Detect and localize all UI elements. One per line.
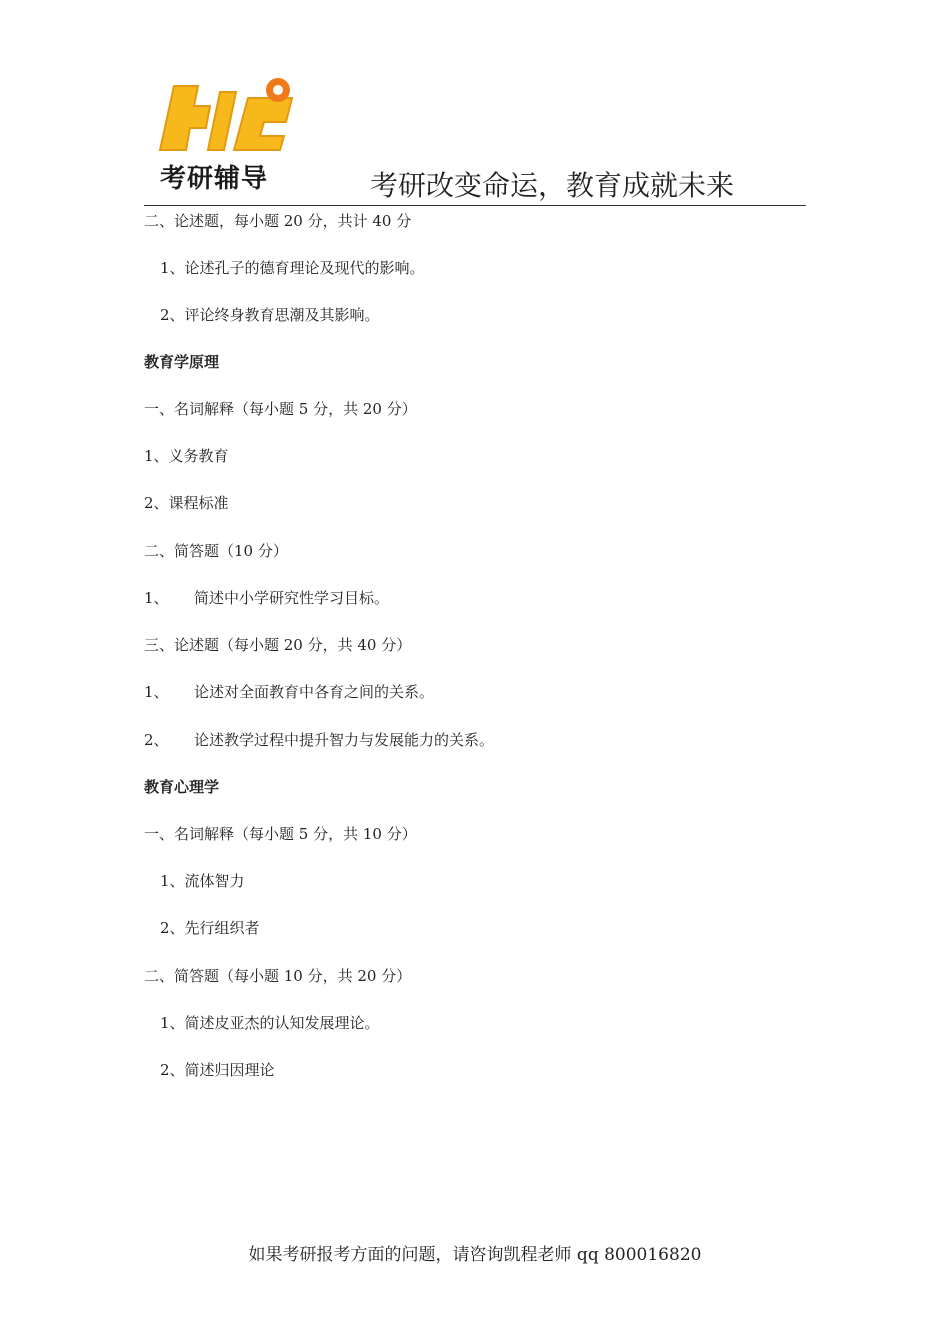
question-item: 1、义务教育	[144, 447, 229, 465]
question-item	[144, 681, 434, 702]
question-text: 简述中小学研究性学习目标。	[194, 589, 390, 607]
question-item: 1、论述孔子的德育理论及现代的影响。	[160, 259, 425, 277]
section-heading: 二、简答题（10 分）	[144, 542, 288, 560]
question-item: 1、简述皮亚杰的认知发展理论。	[160, 1014, 380, 1032]
section-heading: 二、简答题（每小题 10 分，共 20 分）	[144, 967, 412, 985]
question-number: 1、	[144, 683, 169, 701]
kaicheng-logo-icon	[154, 72, 300, 156]
question-item: 2、简述归因理论	[160, 1061, 275, 1079]
section-heading: 一、名词解释（每小题 5 分，共 10 分）	[144, 825, 417, 843]
question-text: 论述教学过程中提升智力与发展能力的关系。	[194, 731, 495, 749]
question-item: 2、先行组织者	[160, 919, 260, 937]
section-heading: 二、论述题，每小题 20 分，共计 40 分	[144, 212, 412, 230]
subject-title: 教育学原理	[144, 353, 220, 371]
section-heading: 一、名词解释（每小题 5 分，共 20 分）	[144, 400, 417, 418]
subject-title: 教育心理学	[144, 778, 220, 796]
section-heading: 三、论述题（每小题 20 分，共 40 分）	[144, 636, 412, 654]
question-text: 论述对全面教育中各育之间的关系。	[194, 683, 435, 701]
logo-subtitle: 考研辅导	[160, 164, 269, 194]
header-divider	[144, 205, 806, 206]
question-number: 2、	[144, 731, 169, 749]
question-item	[144, 729, 494, 750]
question-item: 2、评论终身教育思潮及其影响。	[160, 306, 380, 324]
brand-logo	[150, 72, 300, 198]
question-number: 1、	[144, 589, 169, 607]
header-slogan: 考研改变命运，教育成就未来	[370, 169, 735, 202]
question-item	[144, 587, 389, 608]
question-item: 2、课程标准	[144, 494, 229, 512]
question-item: 1、流体智力	[160, 872, 245, 890]
page-footer: 如果考研报考方面的问题，请咨询凯程老师 qq 800016820	[248, 1245, 702, 1265]
